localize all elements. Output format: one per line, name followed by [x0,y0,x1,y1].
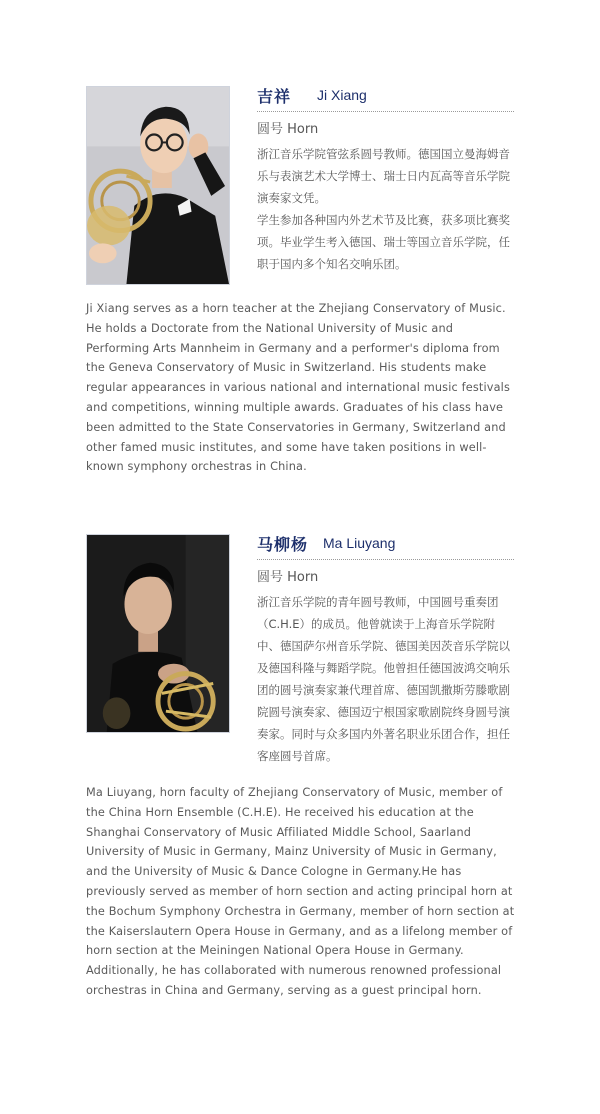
bio-english-text: Ma Liuyang, horn faculty of Zhejiang Conservatory of Music, member of the China Horn Ensemble (C.H.E). He received his education at the Shanghai Conservatory of Music Affiliated Middle School, Saarland University of Music in Germany, Mainz University of Music in Germany, and the University of Music & Dance Cologne in Germany.He has previously served as member of horn section and acting principal horn at the Bochum Symphony Orchestra in Germany, member of horn section at the Kaiserslautern Opera House in Germany, and as a lifelong member of horn section at the Meiningen National Opera House in Germany. Additionally, he has collaborated with numerous renowned professional orchestras in China and Germany, serving as a guest principal horn. [86,786,515,997]
name-chinese: 吉祥 [257,87,292,106]
bio-english [86,783,516,1001]
bio-english-text: Ji Xiang serves as a horn teacher at the Zhejiang Conservatory of Music. He holds a Doctorate from the National University of Music and Performing Arts Mannheim in Germany and a performer's diploma from the Geneva Conservatory of Music in Switzerland. His students make regular appearances in various national and international music festivals and competitions, winning multiple awards. Graduates of his class have been admitted to the State Conservatories in Germany, Switzerland and other famed music institutes, and some have taken positions in well-known symphony orchestras in China. [86,302,510,474]
portrait-photo [86,86,230,285]
name-chinese: 马柳杨 [257,535,309,554]
instrument-role: 圆号 Horn [257,122,319,137]
bio-chinese-paragraph: 学生参加各种国内外艺术节及比赛，获多项比赛奖项。毕业学生考入德国、瑞士等国立音乐学院，任职于国内多个知名交响乐团。 [257,213,510,271]
bio-chinese [257,591,515,767]
name-english: Ji Xiang [317,87,367,103]
bio-chinese [257,143,515,275]
divider [257,559,514,560]
divider [257,111,514,112]
bio-english [86,299,516,477]
portrait-photo [86,534,230,733]
instrument-role: 圆号 Horn [257,570,319,585]
bio-chinese-paragraph: 浙江音乐学院管弦系圆号教师。德国国立曼海姆音乐与表演艺术大学博士、瑞士日内瓦高等音乐学院演奏家文凭。 [257,147,510,205]
bio-chinese-paragraph: 浙江音乐学院的青年圆号教师，中国圆号重奏团（C.H.E）的成员。他曾就读于上海音乐学院附中、德国萨尔州音乐学院、德国美因茨音乐学院以及德国科隆与舞蹈学院。他曾担任德国波鸿交响乐团的圆号演奏家兼代理首席、德国凯撒斯劳滕歌剧院圆号演奏家、德国迈宁根国家歌剧院终身圆号演奏家。同时与众多国内外著名职业乐团合作，担任客座圆号首席。 [257,595,510,763]
name-english: Ma Liuyang [323,535,396,551]
